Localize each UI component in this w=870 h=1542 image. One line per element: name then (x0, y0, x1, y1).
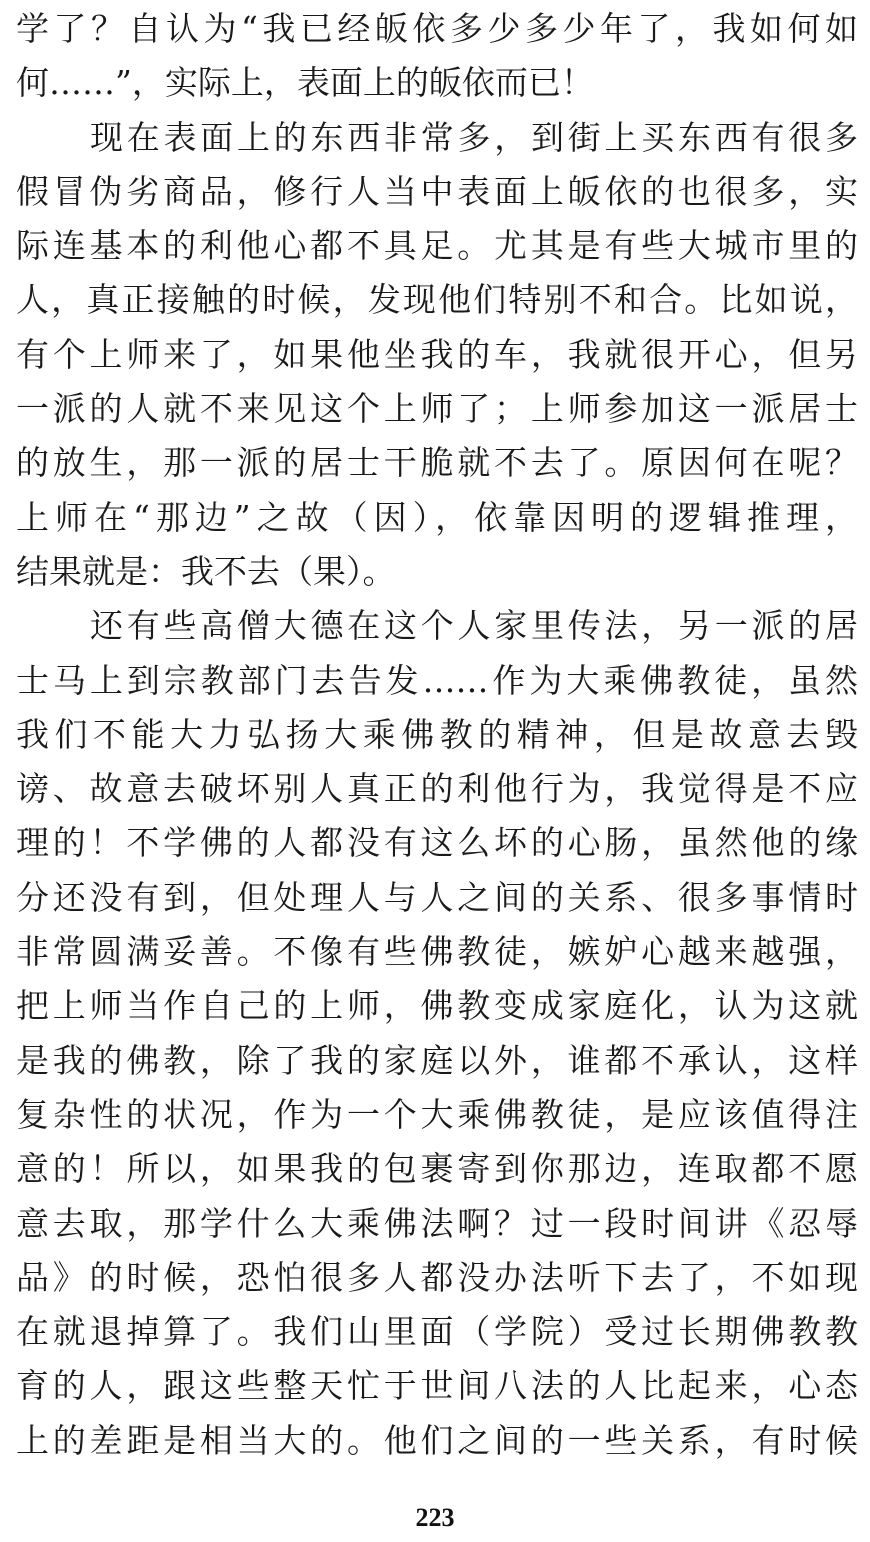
text-line: 的放生，那一派的居士干脆就不去了。原因何在呢？ (16, 443, 858, 483)
text-line: 育的人，跟这些整天忙于世间八法的人比起来，心态 (16, 1366, 858, 1406)
text-line: 非常圆满妥善。不像有些佛教徒，嫉妒心越来越强， (16, 932, 858, 972)
text-line: 上的差距是相当大的。他们之间的一些关系，有时候 (16, 1420, 858, 1460)
text-line: 复杂性的状况，作为一个大乘佛教徒，是应该值得注 (16, 1094, 858, 1134)
text-line: 谤、故意去破坏别人真正的利他行为，我觉得是不应 (16, 769, 858, 809)
text-line: 何……”，实际上，表面上的皈依而已！ (16, 63, 594, 103)
text-line: 上师在“那边”之故（因），依靠因明的逻辑推理， (16, 497, 858, 537)
text-line: 学了？自认为“我已经皈依多少多少年了，我如何如 (16, 9, 858, 48)
text-line: 结果就是：我不去（果）。 (16, 551, 396, 591)
body-text (16, 2, 858, 1468)
page-number: 223 (415, 1503, 455, 1532)
text-line: 人，真正接触的时候，发现他们特别不和合。比如说， (16, 280, 858, 320)
text-line: 有个上师来了，如果他坐我的车，我就很开心，但另 (16, 334, 858, 374)
text-line: 现在表面上的东西非常多，到街上买东西有很多 (90, 117, 858, 157)
text-line: 一派的人就不来见这个上师了；上师参加这一派居士 (16, 389, 858, 429)
text-line: 际连基本的利他心都不具足。尤其是有些大城市里的 (16, 226, 858, 266)
text-line: 意去取，那学什么大乘佛法啊？过一段时间讲《忍辱 (16, 1203, 858, 1243)
text-line: 是我的佛教，除了我的家庭以外，谁都不承认，这样 (16, 1040, 858, 1080)
text-line: 还有些高僧大德在这个人家里传法，另一派的居 (90, 606, 858, 646)
text-line: 意的！所以，如果我的包裹寄到你那边，连取都不愿 (16, 1149, 858, 1189)
text-line: 分还没有到，但处理人与人之间的关系、很多事情时 (16, 877, 858, 917)
text-line: 把上师当作自己的上师，佛教变成家庭化，认为这就 (16, 986, 858, 1026)
text-line: 我们不能大力弘扬大乘佛教的精神，但是故意去毁 (16, 714, 858, 754)
text-line: 理的！不学佛的人都没有这么坏的心肠，虽然他的缘 (16, 823, 858, 863)
text-line: 在就退掉算了。我们山里面（学院）受过长期佛教教 (16, 1312, 858, 1352)
text-line: 假冒伪劣商品，修行人当中表面上皈依的也很多，实 (16, 171, 858, 211)
text-line: 士马上到宗教部门去告发……作为大乘佛教徒，虽然 (16, 660, 858, 700)
text-line: 品》的时候，恐怕很多人都没办法听下去了，不如现 (16, 1257, 858, 1297)
